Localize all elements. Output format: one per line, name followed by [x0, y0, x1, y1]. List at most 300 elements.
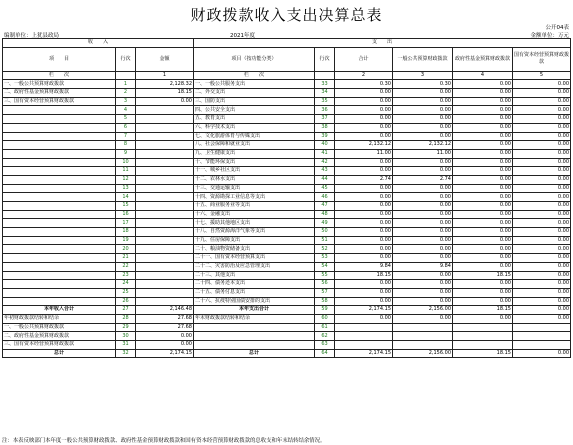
income-row-no: 32 — [116, 349, 136, 358]
general-budget-amount: 11.00 — [393, 149, 453, 158]
row-no-header: 行次 — [116, 47, 136, 71]
general-budget-amount: 0.00 — [393, 245, 453, 254]
item-header: 项 目 — [3, 47, 116, 71]
state-capital-amount: 0.00 — [513, 236, 571, 245]
state-capital-amount: 0.00 — [513, 262, 571, 271]
income-item — [3, 262, 116, 271]
state-capital-amount: 0.00 — [513, 97, 571, 106]
expense-item: 十三、交通运输支出 — [194, 184, 315, 193]
expense-row-no: 42 — [315, 158, 335, 167]
expense-total — [335, 332, 393, 341]
expense-item: 三、国防支出 — [194, 97, 315, 106]
income-item: 本年收入合计 — [3, 306, 116, 315]
table-row — [3, 132, 571, 141]
income-row-no: 14 — [116, 193, 136, 202]
table-row — [3, 184, 571, 193]
income-row-no: 22 — [116, 262, 136, 271]
income-amount — [136, 202, 194, 211]
expense-row-no: 54 — [315, 262, 335, 271]
income-row-no: 12 — [116, 175, 136, 184]
general-budget-amount: 0.00 — [393, 123, 453, 132]
income-amount — [136, 193, 194, 202]
expense-total: 0.00 — [335, 89, 393, 98]
income-amount — [136, 106, 194, 115]
income-item — [3, 158, 116, 167]
fund-budget-amount: 0.00 — [453, 141, 513, 150]
expense-row-no: 57 — [315, 288, 335, 297]
expense-item: 九、卫生健康支出 — [194, 149, 315, 158]
income-item — [3, 123, 116, 132]
income-amount: 2,146.48 — [136, 306, 194, 315]
income-row-no: 27 — [116, 306, 136, 315]
income-row-no: 13 — [116, 184, 136, 193]
expense-total: 2,174.15 — [335, 306, 393, 315]
income-row-no: 2 — [116, 89, 136, 98]
general-budget-amount: 0.00 — [393, 167, 453, 176]
state-capital-amount: 0.00 — [513, 349, 571, 358]
state-capital-amount: 0.00 — [513, 149, 571, 158]
income-amount: 27.68 — [136, 323, 194, 332]
table-row — [3, 332, 571, 341]
fund-budget-amount: 18.15 — [453, 306, 513, 315]
fund-budget-amount: 0.00 — [453, 115, 513, 124]
expense-row-no: 45 — [315, 184, 335, 193]
income-amount: 0.00 — [136, 332, 194, 341]
fund-budget-amount: 0.00 — [453, 254, 513, 263]
income-amount — [136, 297, 194, 306]
expense-row-no: 64 — [315, 349, 335, 358]
expense-row-no: 60 — [315, 314, 335, 323]
income-amount — [136, 149, 194, 158]
fund-budget-amount: 0.00 — [453, 314, 513, 323]
income-amount — [136, 123, 194, 132]
income-row-no: 1 — [116, 80, 136, 89]
general-budget-amount — [393, 341, 453, 350]
general-budget-amount: 0.00 — [393, 115, 453, 124]
expense-total: 0.00 — [335, 228, 393, 237]
state-capital-amount — [513, 332, 571, 341]
income-row-no: 11 — [116, 167, 136, 176]
state-capital-amount: 0.00 — [513, 184, 571, 193]
expense-total: 11.00 — [335, 149, 393, 158]
expense-total: 2,132.12 — [335, 141, 393, 150]
expense-total: 0.00 — [335, 106, 393, 115]
income-row-no: 3 — [116, 97, 136, 106]
table-row — [3, 210, 571, 219]
col-index-3: 3 — [393, 71, 453, 80]
expense-row-no: 46 — [315, 193, 335, 202]
expense-total: 9.84 — [335, 262, 393, 271]
budget-table — [2, 38, 571, 358]
general-budget-amount: 0.00 — [393, 202, 453, 211]
income-amount — [136, 271, 194, 280]
expense-total: 0.00 — [335, 297, 393, 306]
amount-header: 金额 — [136, 47, 194, 71]
general-budget-amount: 0.00 — [393, 297, 453, 306]
expense-item: 十九、住房保障支出 — [194, 236, 315, 245]
expense-row-no: 36 — [315, 106, 335, 115]
expense-total: 0.00 — [335, 254, 393, 263]
table-row — [3, 236, 571, 245]
general-budget-amount: 0.30 — [393, 80, 453, 89]
general-budget-amount: 0.00 — [393, 280, 453, 289]
income-amount — [136, 288, 194, 297]
income-item: 一、一般公共预算财政拨款 — [3, 323, 116, 332]
expense-item: 十四、资源勘探工业信息等支出 — [194, 193, 315, 202]
general-budget-amount — [393, 323, 453, 332]
general-budget-amount: 0.00 — [393, 219, 453, 228]
state-capital-amount: 0.00 — [513, 193, 571, 202]
expense-item — [194, 332, 315, 341]
expense-item: 二十六、抗疫特别国债安排的支出 — [194, 297, 315, 306]
income-item — [3, 106, 116, 115]
fund-budget-amount — [453, 341, 513, 350]
income-item — [3, 245, 116, 254]
table-row — [3, 219, 571, 228]
fund-budget-amount — [453, 332, 513, 341]
total-header: 合计 — [335, 47, 393, 71]
income-row-no: 9 — [116, 149, 136, 158]
income-item: 三、国有资本经营预算财政拨款 — [3, 97, 116, 106]
income-item: 三、国有资本经营预算财政拨款 — [3, 341, 116, 350]
state-capital-amount: 0.00 — [513, 245, 571, 254]
table-row — [3, 349, 571, 358]
expense-row-no: 37 — [315, 115, 335, 124]
income-amount — [136, 236, 194, 245]
lanci-label: 栏 次 — [3, 71, 116, 80]
income-row-no: 29 — [116, 323, 136, 332]
income-item — [3, 271, 116, 280]
col-index-1: 1 — [136, 71, 194, 80]
income-item — [3, 210, 116, 219]
expense-item: 一、一般公共服务支出 — [194, 80, 315, 89]
expense-row-no: 47 — [315, 202, 335, 211]
fund-budget-amount: 0.00 — [453, 80, 513, 89]
table-row — [3, 271, 571, 280]
fund-budget-amount: 18.15 — [453, 349, 513, 358]
state-capital-amount: 0.00 — [513, 132, 571, 141]
expense-item: 二十二、灾害防治及应急管理支出 — [194, 262, 315, 271]
table-row — [3, 115, 571, 124]
income-item — [3, 228, 116, 237]
income-item — [3, 184, 116, 193]
state-capital-amount: 0.00 — [513, 219, 571, 228]
expense-row-no: 51 — [315, 236, 335, 245]
general-budget-amount: 2,156.00 — [393, 306, 453, 315]
general-budget-amount: 0.00 — [393, 228, 453, 237]
income-amount: 0.00 — [136, 97, 194, 106]
unit-label: 金额单位：万元 — [530, 33, 569, 39]
expense-item: 十六、金融支出 — [194, 210, 315, 219]
income-row-no: 19 — [116, 236, 136, 245]
expense-item: 十五、商业服务业等支出 — [194, 202, 315, 211]
income-row-no: 31 — [116, 341, 136, 350]
table-row — [3, 149, 571, 158]
table-row — [3, 89, 571, 98]
income-item — [3, 219, 116, 228]
state-capital-amount: 0.00 — [513, 89, 571, 98]
table-row — [3, 228, 571, 237]
table-row — [3, 97, 571, 106]
expense-item: 十七、援助其他地区支出 — [194, 219, 315, 228]
state-capital-amount: 0.00 — [513, 202, 571, 211]
income-item — [3, 115, 116, 124]
expense-row-no: 59 — [315, 306, 335, 315]
expense-row-no: 52 — [315, 245, 335, 254]
expense-row-no: 34 — [315, 89, 335, 98]
expense-total: 0.00 — [335, 123, 393, 132]
income-row-no: 16 — [116, 210, 136, 219]
state-capital-amount: 0.00 — [513, 306, 571, 315]
income-amount: 2,174.15 — [136, 349, 194, 358]
income-item — [3, 288, 116, 297]
table-row — [3, 254, 571, 263]
fund-budget-amount: 0.00 — [453, 167, 513, 176]
expense-row-no: 56 — [315, 280, 335, 289]
footnote: 注：本表反映部门本年度一般公共预算财政拨款、政府性基金预算财政拨款和国有资本经营预算财政拨款的总收支和年末结转结余情况。 — [2, 438, 326, 444]
expense-total: 18.15 — [335, 271, 393, 280]
income-amount — [136, 280, 194, 289]
expense-item: 七、文化旅游体育与传媒支出 — [194, 132, 315, 141]
expense-item: 二十四、债务还本支出 — [194, 280, 315, 289]
fund-budget-amount: 0.00 — [453, 280, 513, 289]
expense-item: 二十三、其他支出 — [194, 271, 315, 280]
income-item: 总计 — [3, 349, 116, 358]
income-header: 收 入 — [3, 39, 194, 48]
general-budget-amount: 0.00 — [393, 97, 453, 106]
general-budget-amount: 0.00 — [393, 210, 453, 219]
expense-row-no: 33 — [315, 80, 335, 89]
expense-total — [335, 341, 393, 350]
expense-total: 2,174.15 — [335, 349, 393, 358]
income-item — [3, 202, 116, 211]
expense-total: 0.00 — [335, 288, 393, 297]
expense-row-no: 39 — [315, 132, 335, 141]
expense-item: 年末财政拨款结转和结余 — [194, 314, 315, 323]
table-row — [3, 314, 571, 323]
expense-item: 八、社会保障和就业支出 — [194, 141, 315, 150]
income-amount — [136, 210, 194, 219]
general-budget-amount: 0.00 — [393, 236, 453, 245]
fund-budget-amount: 0.00 — [453, 132, 513, 141]
expense-item — [194, 341, 315, 350]
expense-row-no: 41 — [315, 149, 335, 158]
general-budget-amount: 0.00 — [393, 271, 453, 280]
state-capital-amount: 0.00 — [513, 106, 571, 115]
expense-item: 本年支出合计 — [194, 306, 315, 315]
state-capital-amount: 0.00 — [513, 314, 571, 323]
income-amount — [136, 158, 194, 167]
table-row — [3, 167, 571, 176]
income-row-no: 10 — [116, 158, 136, 167]
income-amount — [136, 254, 194, 263]
income-amount — [136, 175, 194, 184]
income-item — [3, 132, 116, 141]
col-index-4: 4 — [453, 71, 513, 80]
fund-budget-amount — [453, 323, 513, 332]
table-row — [3, 280, 571, 289]
expense-row-no: 43 — [315, 167, 335, 176]
income-item — [3, 254, 116, 263]
lanci-label: 栏 次 — [194, 71, 315, 80]
row-no-header: 行次 — [315, 47, 335, 71]
income-row-no: 6 — [116, 123, 136, 132]
expense-total: 0.00 — [335, 314, 393, 323]
fund-budget-amount: 0.00 — [453, 210, 513, 219]
general-budget-header: 一般公共预算财政拨款 — [393, 47, 453, 71]
expense-total: 0.00 — [335, 184, 393, 193]
fund-budget-amount: 0.00 — [453, 97, 513, 106]
income-row-no: 4 — [116, 106, 136, 115]
state-capital-amount: 0.00 — [513, 228, 571, 237]
table-row — [3, 306, 571, 315]
general-budget-amount — [393, 332, 453, 341]
general-budget-amount: 0.00 — [393, 158, 453, 167]
income-row-no: 23 — [116, 271, 136, 280]
col-index-5: 5 — [513, 71, 571, 80]
income-amount — [136, 132, 194, 141]
income-row-no: 30 — [116, 332, 136, 341]
general-budget-amount: 2.74 — [393, 175, 453, 184]
state-capital-amount: 0.00 — [513, 271, 571, 280]
income-row-no: 26 — [116, 297, 136, 306]
fund-budget-amount: 0.00 — [453, 297, 513, 306]
income-item: 年初财政拨款结转和结余 — [3, 314, 116, 323]
state-capital-amount — [513, 341, 571, 350]
income-row-no: 21 — [116, 254, 136, 263]
expense-item: 十一、城乡社区支出 — [194, 167, 315, 176]
income-amount: 18.15 — [136, 89, 194, 98]
general-budget-amount: 0.00 — [393, 89, 453, 98]
expense-total: 0.00 — [335, 280, 393, 289]
fund-budget-amount: 18.15 — [453, 271, 513, 280]
fund-budget-header: 政府性基金预算财政拨款 — [453, 47, 513, 71]
general-budget-amount: 0.00 — [393, 106, 453, 115]
state-capital-amount: 0.00 — [513, 123, 571, 132]
fund-budget-amount: 0.00 — [453, 106, 513, 115]
fund-budget-amount: 0.00 — [453, 245, 513, 254]
fund-budget-amount: 0.00 — [453, 175, 513, 184]
table-row — [3, 123, 571, 132]
expense-total: 0.00 — [335, 210, 393, 219]
income-amount: 2,128.32 — [136, 80, 194, 89]
expense-row-no: 55 — [315, 271, 335, 280]
expense-total — [335, 323, 393, 332]
income-amount: 0.00 — [136, 341, 194, 350]
col-index-2: 2 — [335, 71, 393, 80]
income-row-no: 8 — [116, 141, 136, 150]
table-row — [3, 80, 571, 89]
state-capital-amount — [513, 323, 571, 332]
table-row — [3, 288, 571, 297]
expense-item: 十二、农林水支出 — [194, 175, 315, 184]
state-capital-amount: 0.00 — [513, 254, 571, 263]
income-amount — [136, 245, 194, 254]
state-capital-amount: 0.00 — [513, 280, 571, 289]
expense-row-no: 61 — [315, 323, 335, 332]
expense-row-no: 50 — [315, 228, 335, 237]
expense-total: 0.30 — [335, 80, 393, 89]
income-row-no: 18 — [116, 228, 136, 237]
expense-total: 0.00 — [335, 97, 393, 106]
expense-total: 0.00 — [335, 158, 393, 167]
general-budget-amount: 0.00 — [393, 288, 453, 297]
income-amount — [136, 115, 194, 124]
form-code: 公开04表 — [545, 25, 569, 31]
income-row-no: 5 — [116, 115, 136, 124]
expense-item: 四、公共安全支出 — [194, 106, 315, 115]
income-row-no: 20 — [116, 245, 136, 254]
report-year: 2021年度 — [230, 33, 255, 39]
expense-item: 十、节能环保支出 — [194, 158, 315, 167]
fund-budget-amount: 0.00 — [453, 236, 513, 245]
org-label: 编制单位：上犹县政局 — [4, 33, 60, 39]
fund-budget-amount: 0.00 — [453, 193, 513, 202]
expense-item: 五、教育支出 — [194, 115, 315, 124]
func-item-header: 项目（按功能分类） — [194, 47, 315, 71]
general-budget-amount: 0.00 — [393, 254, 453, 263]
general-budget-amount: 0.00 — [393, 314, 453, 323]
expense-item: 二十一、国有资本经营预算支出 — [194, 254, 315, 263]
state-capital-amount: 0.00 — [513, 210, 571, 219]
expense-total: 0.00 — [335, 193, 393, 202]
income-amount — [136, 228, 194, 237]
income-row-no: 17 — [116, 219, 136, 228]
expense-item: 二十五、债务付息支出 — [194, 288, 315, 297]
general-budget-amount: 0.00 — [393, 184, 453, 193]
expense-total: 0.00 — [335, 202, 393, 211]
table-row — [3, 141, 571, 150]
expense-header: 支 出 — [194, 39, 571, 48]
fund-budget-amount: 0.00 — [453, 123, 513, 132]
fund-budget-amount: 0.00 — [453, 184, 513, 193]
general-budget-amount: 9.84 — [393, 262, 453, 271]
income-amount: 27.68 — [136, 314, 194, 323]
table-row — [3, 158, 571, 167]
state-capital-amount: 0.00 — [513, 80, 571, 89]
state-capital-amount: 0.00 — [513, 158, 571, 167]
state-capital-amount: 0.00 — [513, 115, 571, 124]
general-budget-amount: 2,156.00 — [393, 349, 453, 358]
state-capital-amount: 0.00 — [513, 175, 571, 184]
income-item — [3, 141, 116, 150]
expense-row-no: 38 — [315, 123, 335, 132]
expense-item: 二十、粮油物资储备支出 — [194, 245, 315, 254]
expense-total: 0.00 — [335, 132, 393, 141]
table-row — [3, 297, 571, 306]
income-item — [3, 175, 116, 184]
expense-item: 总计 — [194, 349, 315, 358]
expense-row-no: 62 — [315, 332, 335, 341]
state-capital-amount: 0.00 — [513, 167, 571, 176]
income-item — [3, 193, 116, 202]
table-row — [3, 262, 571, 271]
expense-row-no: 48 — [315, 210, 335, 219]
income-item: 一、一般公共预算财政拨款 — [3, 80, 116, 89]
general-budget-amount: 2,132.12 — [393, 141, 453, 150]
income-item — [3, 297, 116, 306]
expense-row-no: 44 — [315, 175, 335, 184]
table-row — [3, 341, 571, 350]
table-row — [3, 202, 571, 211]
table-row — [3, 106, 571, 115]
fund-budget-amount: 0.00 — [453, 89, 513, 98]
income-amount — [136, 219, 194, 228]
state-capital-header: 国有资本经营预算财政拨款 — [513, 47, 571, 71]
general-budget-amount: 0.00 — [393, 193, 453, 202]
table-row — [3, 323, 571, 332]
expense-row-no: 53 — [315, 254, 335, 263]
